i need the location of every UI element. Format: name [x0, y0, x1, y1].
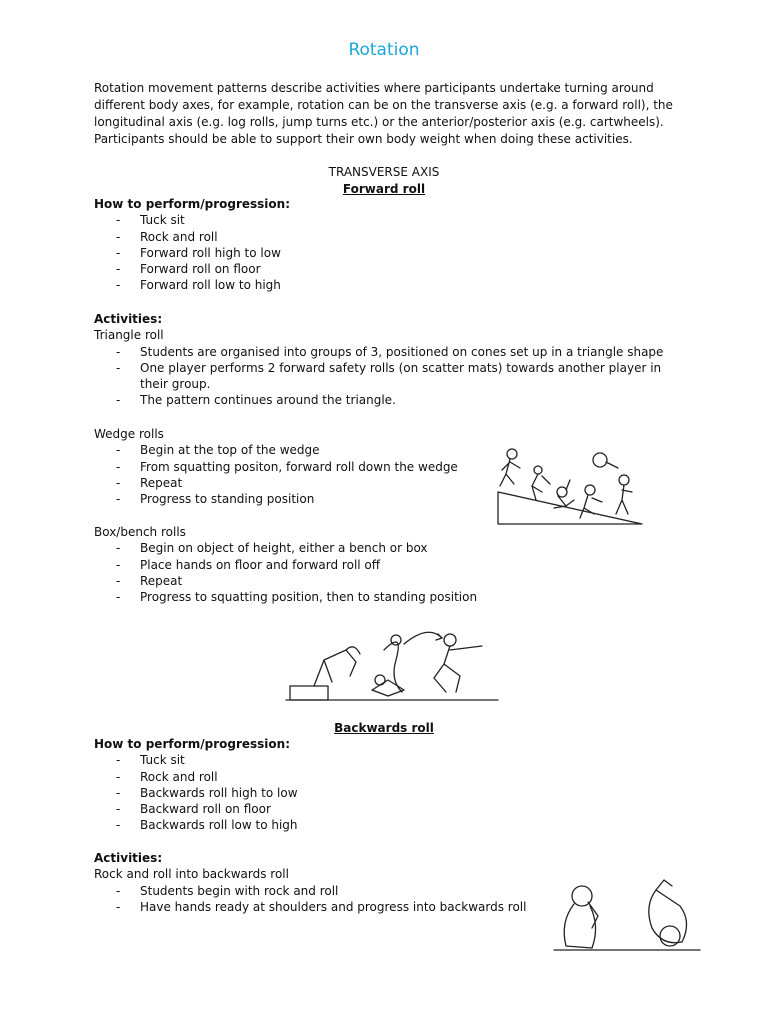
box-bench-rolls-section [94, 524, 477, 605]
wedge-roll-illustration [492, 440, 652, 530]
backward-roll-illustration [552, 872, 702, 956]
list-item: - Rock and roll [94, 769, 298, 785]
rock-roll-list [94, 883, 526, 916]
backward-activities-section [94, 850, 526, 915]
wedge-rolls-title: Wedge rolls [94, 427, 164, 441]
list-item: - Tuck sit [94, 752, 298, 768]
box-roll-illustration [284, 620, 500, 706]
list-item: - Progress to squatting position, then to standing position [94, 589, 477, 605]
list-item: - Forward roll on floor [94, 261, 290, 277]
list-item: - From squatting positon, forward roll down the wedge [94, 459, 458, 475]
list-item: - Repeat [94, 475, 458, 491]
list-item: - Begin on object of height, either a bench or box [94, 540, 477, 556]
box-bench-rolls-title: Box/bench rolls [94, 525, 186, 539]
backward-activities-heading: Activities: [94, 851, 163, 865]
wedge-rolls-section [94, 426, 458, 507]
backwards-roll-heading: Backwards roll [334, 721, 434, 735]
list-item: - Place hands on floor and forward roll off [94, 557, 477, 573]
list-item: - Backwards roll low to high [94, 817, 298, 833]
triangle-roll-list [94, 344, 674, 409]
forward-how-heading: How to perform/progression: [94, 197, 291, 211]
backward-how-heading: How to perform/progression: [94, 737, 291, 751]
list-item: - Backwards roll high to low [94, 785, 298, 801]
list-item: - Forward roll high to low [94, 245, 290, 261]
backward-how-list [94, 752, 298, 833]
list-item: - Students are organised into groups of 3, positioned on cones set up in a triangle shape [94, 344, 674, 360]
axis-heading: TRANSVERSE AXIS [328, 165, 440, 179]
forward-how-section [94, 196, 290, 294]
backward-how-section [94, 736, 298, 834]
list-item: - Progress to standing position [94, 491, 458, 507]
list-item: - Backward roll on floor [94, 801, 298, 817]
forward-how-list [94, 212, 290, 293]
intro-paragraph: Rotation movement patterns describe activities where participants undertake turning around different body axes, for example, rotation can be on the transverse axis (e.g. a forward roll), the longitudinal axis (e.g. log rolls, jump turns etc.) or the anterior/posterior axis (e.g. cartwheels). Participants should be able to support their own body weight when doing these activities. [94, 81, 673, 146]
list-item: - Tuck sit [94, 212, 290, 228]
list-item: - Begin at the top of the wedge [94, 442, 458, 458]
box-bench-rolls-list [94, 540, 477, 605]
list-item: - Repeat [94, 573, 477, 589]
page-title: Rotation [348, 40, 420, 60]
list-item: - Students begin with rock and roll [94, 883, 526, 899]
list-item: - Rock and roll [94, 229, 290, 245]
list-item: - Forward roll low to high [94, 277, 290, 293]
wedge-rolls-list [94, 442, 458, 507]
forward-activities-section [94, 311, 674, 409]
list-item: - One player performs 2 forward safety rolls (on scatter mats) towards another player in their group. [94, 360, 674, 393]
rock-roll-title: Rock and roll into backwards roll [94, 867, 289, 882]
forward-roll-heading: Forward roll [342, 182, 426, 196]
forward-activities-heading: Activities: [94, 312, 163, 326]
list-item: - The pattern continues around the triangle. [94, 392, 674, 408]
triangle-roll-title: Triangle roll [94, 328, 164, 343]
list-item: - Have hands ready at shoulders and progress into backwards roll [94, 899, 526, 915]
